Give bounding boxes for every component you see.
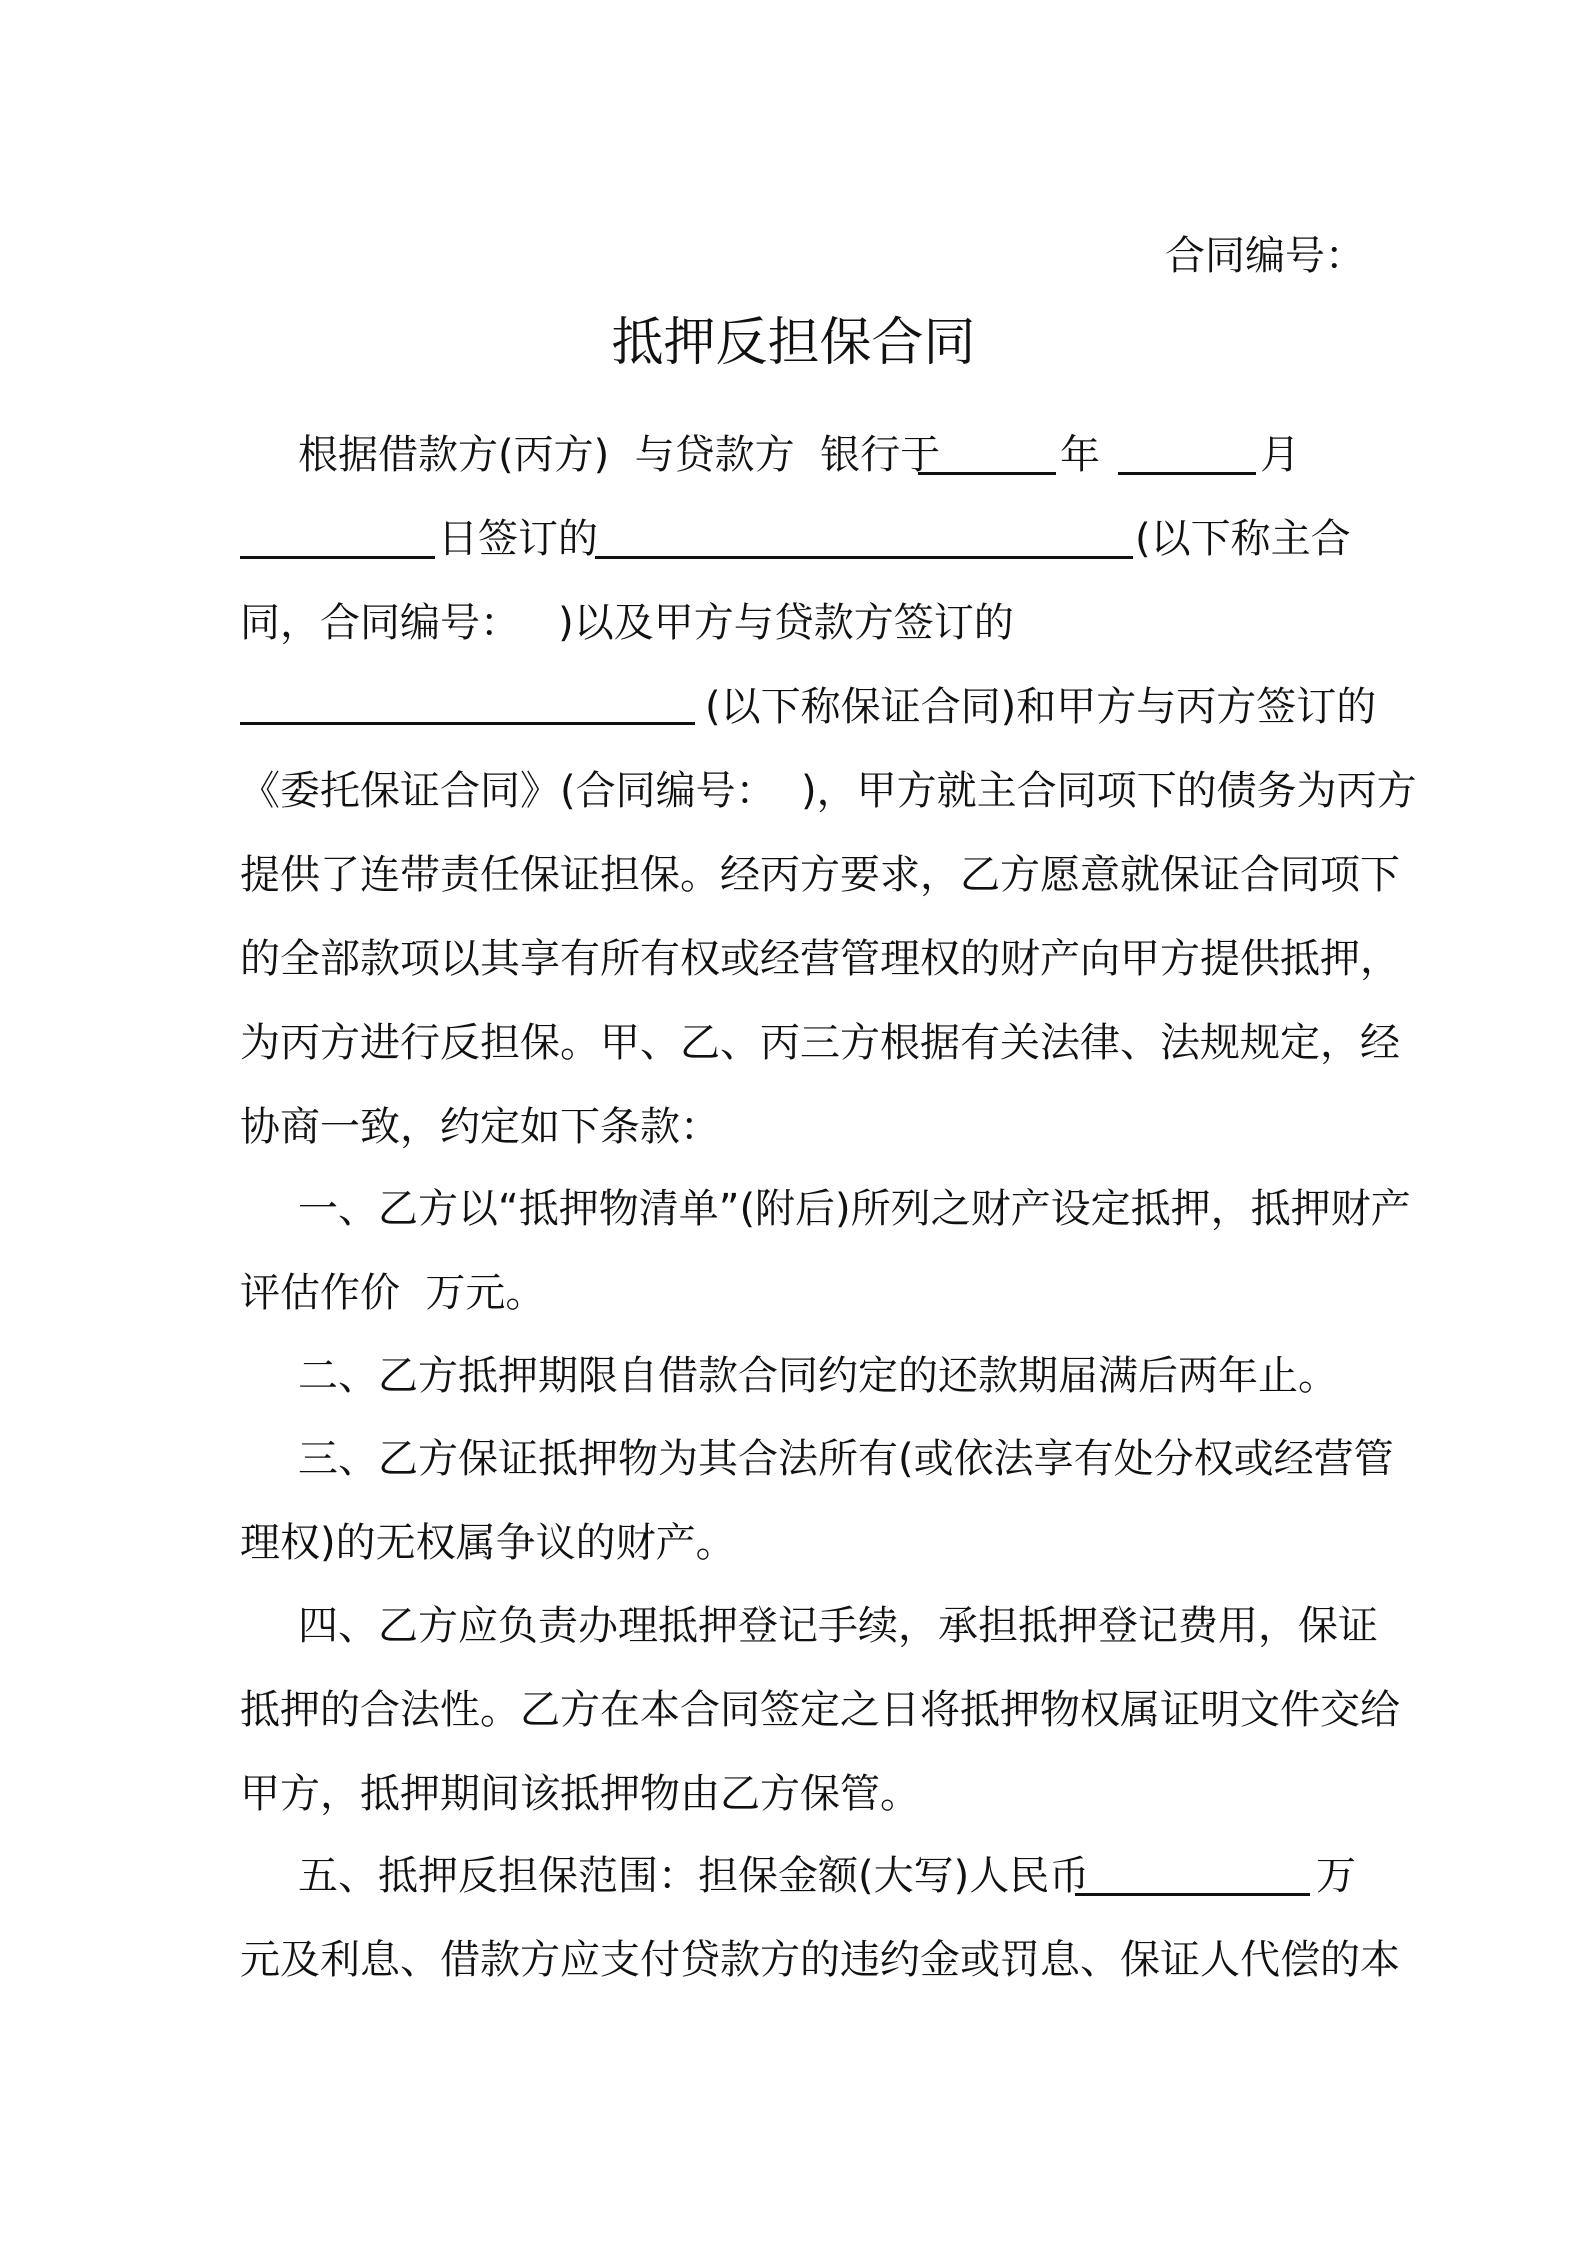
para-1-line-1c: 月: [1260, 432, 1300, 478]
para-1-line-4: (以下称保证合同)和甲方与丙方签订的: [705, 684, 1377, 730]
para-1-line-2b: (以下称主合: [1135, 516, 1351, 562]
blank-day[interactable]: [240, 556, 435, 559]
clause-1-line-1: 一、乙方以“抵押物清单”(附后)所列之财产设定抵押，抵押财产: [298, 1186, 1411, 1232]
para-1-line-5: 《委托保证合同》(合同编号： )，甲方就主合同项下的债务为丙方: [240, 768, 1417, 814]
clause-4-line-3: 甲方，抵押期间该抵押物由乙方保管。: [240, 1771, 920, 1817]
blank-amount[interactable]: [1075, 1893, 1310, 1896]
clause-2-line-1: 二、乙方抵押期限自借款合同约定的还款期届满后两年止。: [298, 1353, 1338, 1399]
para-1-line-8: 为丙方进行反担保。甲、乙、丙三方根据有关法律、法规规定，经: [240, 1020, 1400, 1066]
contract-number-label: 合同编号：: [1165, 233, 1365, 279]
clause-3-line-1: 三、乙方保证抵押物为其合法所有(或依法享有处分权或经营管: [298, 1436, 1394, 1482]
clause-5-line-2: 元及利息、借款方应支付贷款方的违约金或罚息、保证人代偿的本: [240, 1937, 1400, 1983]
para-1-line-9: 协商一致，约定如下条款：: [240, 1104, 720, 1150]
clause-4-line-2: 抵押的合法性。乙方在本合同签定之日将抵押物权属证明文件交给: [240, 1687, 1400, 1733]
blank-main-contract-name[interactable]: [595, 556, 1133, 559]
clause-5-line-1a: 五、抵押反担保范围：担保金额(大写)人民币: [298, 1853, 1090, 1899]
para-1-line-6: 提供了连带责任保证担保。经丙方要求，乙方愿意就保证合同项下: [240, 852, 1400, 898]
para-1-line-1b: 年: [1060, 432, 1100, 478]
para-1-line-1a: 根据借款方(丙方) 与贷款方 银行于: [298, 432, 941, 478]
blank-month[interactable]: [1118, 472, 1256, 475]
clause-3-line-2: 理权)的无权属争议的财产。: [240, 1520, 736, 1566]
clause-1-line-2: 评估作价 万元。: [240, 1270, 546, 1316]
document-title: 抵押反担保合同: [611, 313, 976, 373]
blank-year[interactable]: [918, 472, 1056, 475]
clause-4-line-1: 四、乙方应负责办理抵押登记手续，承担抵押登记费用，保证: [298, 1603, 1378, 1649]
para-1-line-7: 的全部款项以其享有所有权或经营管理权的财产向甲方提供抵押，: [240, 936, 1400, 982]
para-1-line-3: 同，合同编号： )以及甲方与贷款方签订的: [240, 600, 1014, 646]
clause-5-line-1b: 万: [1316, 1853, 1356, 1899]
para-1-line-2a: 日签订的: [438, 516, 598, 562]
blank-guarantee-contract-name[interactable]: [240, 722, 695, 725]
